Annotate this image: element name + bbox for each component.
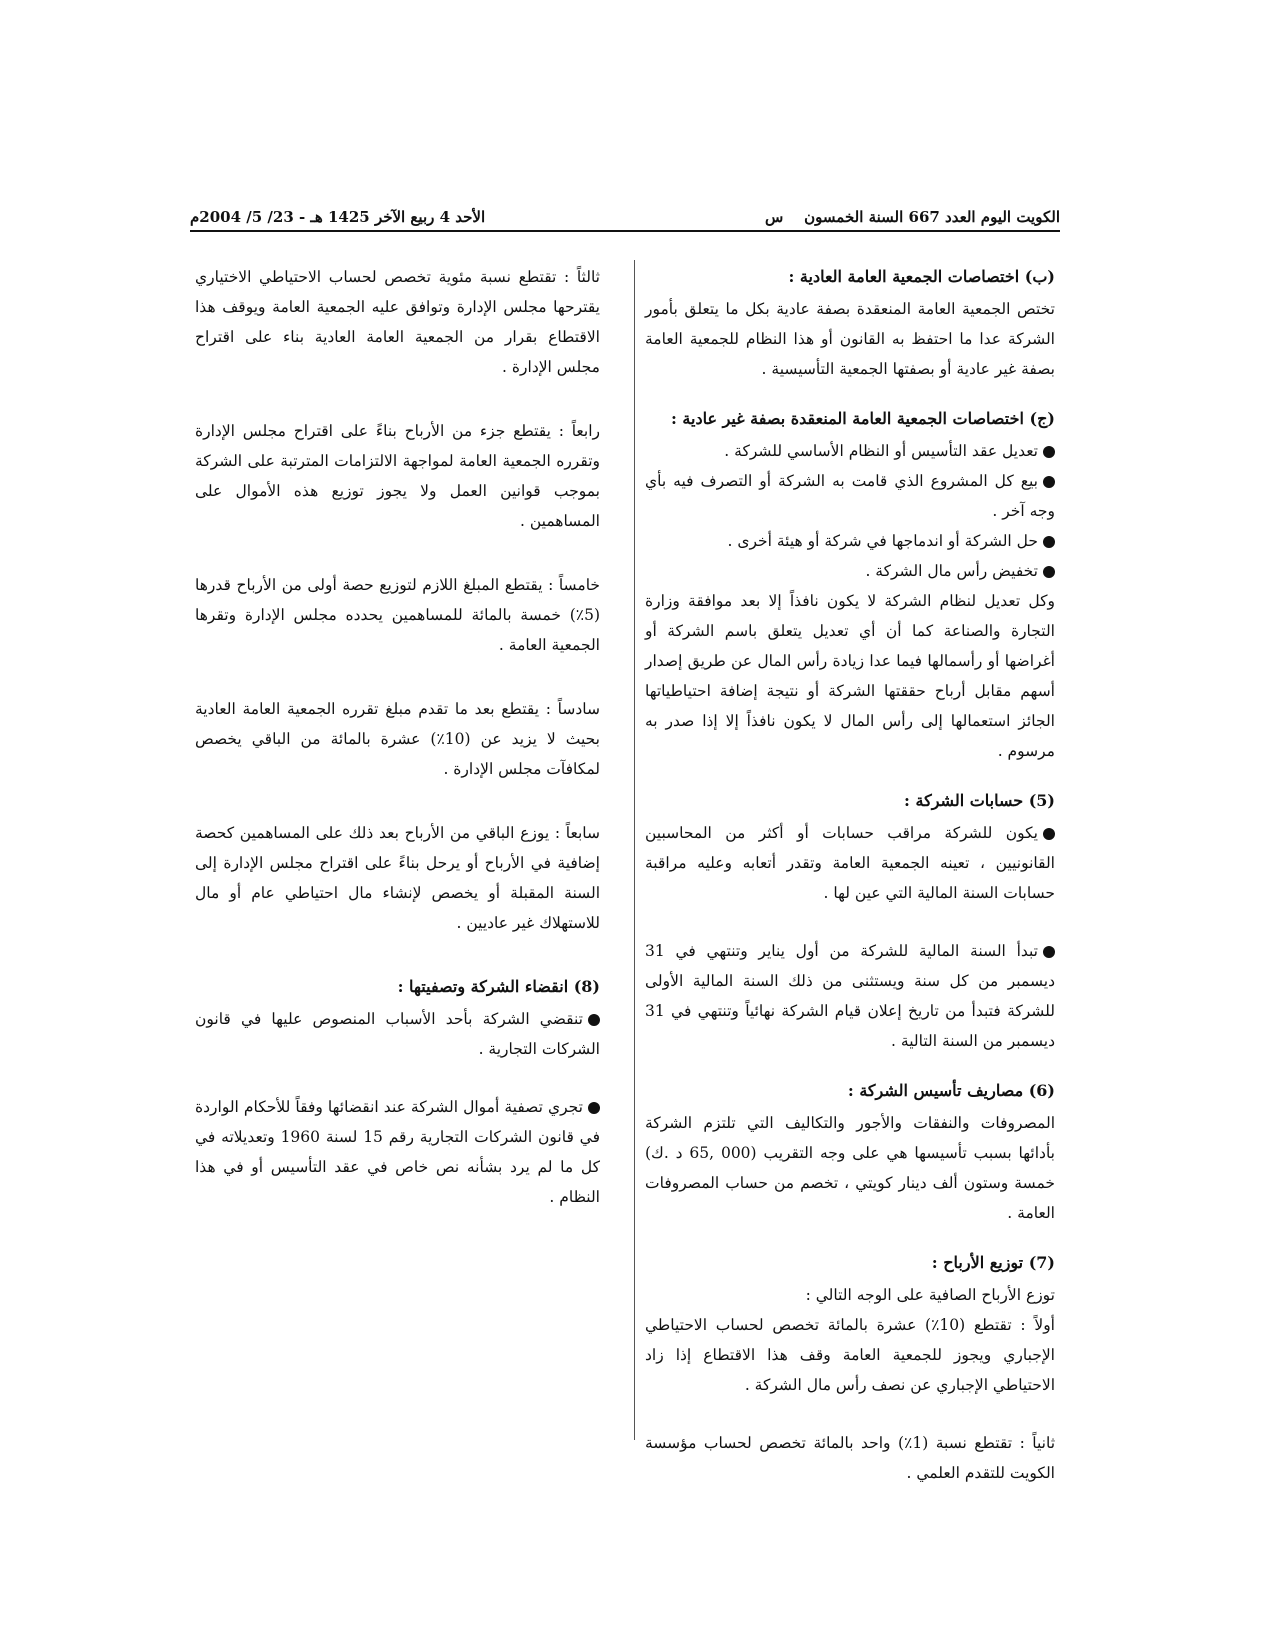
section-7-intro: توزع الأرباح الصافية على الوجه التالي : [805,1286,1055,1304]
right-column [645,262,1055,1508]
section-6-title: (6) مصاريف تأسيس الشركة : [847,1081,1055,1100]
section-8-para: تنقضي الشركة بأحد الأسباب المنصوص عليها في قانون الشركات التجارية . [195,1010,600,1058]
section-8-title: (8) انقضاء الشركة وتصفيتها : [397,977,600,996]
section-6 [645,1076,1055,1228]
header-symbol: س [764,208,784,226]
bullet-icon [1043,946,1055,958]
page-header [190,192,1060,232]
section-c-item: تعديل عقد التأسيس أو النظام الأساسي للشركة . [645,436,1055,466]
section-5-title: (5) حسابات الشركة : [904,791,1055,810]
section-6-text: المصروفات والنفقات والأجور والتكاليف التي تلتزم الشركة بأدائها بسبب تأسيسها هي على وجه التقريب (000 ,65 د .ك) خمسة وستون ألف دينار كويتي ، تخصم من حساب المصروفات العامة . [645,1114,1055,1222]
section-c-title: (ج) اختصاصات الجمعية العامة المنعقدة بصفة غير عادية : [670,409,1055,428]
section-7-para: ثانياً : تقتطع نسبة (1٪) واحد بالمائة تخصص لحساب مؤسسة الكويت للتقدم العلمي . [645,1434,1056,1482]
bullet-icon [588,1102,600,1114]
para-fourth: رابعاً : يقتطع جزء من الأرباح بناءً على اقتراح مجلس الإدارة وتقرره الجمعية العامة لمواجهة الالتزامات المترتبة على الشركة بموجب قوانين العمل ولا يجوز توزيع هذه الأموال على المساهمين . [195,422,600,530]
section-c-item: بيع كل المشروع الذي قامت به الشركة أو التصرف فيه بأي وجه آخر . [645,472,1055,520]
section-7-title: (7) توزيع الأرباح : [931,1253,1055,1272]
section-5-para: يكون للشركة مراقب حسابات أو أكثر من المحاسبين القانونيين ، تعينه الجمعية العامة وتقدر أتعابه وعليه مراقبة حسابات السنة المالية التي عين لها . [645,824,1055,902]
bullet-icon [1043,566,1055,578]
section-7 [645,1248,1055,1488]
section-8-para: تجري تصفية أموال الشركة عند انقضائها وفقاً للأحكام الواردة في قانون الشركات التجارية رقم 15 لسنة 1960 وتعديلاته في كل ما لم يرد بشأنه نص خاص في عقد التأسيس أو في هذا النظام . [195,1098,600,1206]
header-issue: الكويت اليوم العدد 667 السنة الخمسون [804,208,1060,226]
header-publication [765,208,1060,226]
section-b-text: تختص الجمعية العامة المنعقدة بصفة عادية بكل ما يتعلق بأمور الشركة عدا ما احتفظ به القانون أو هذا النظام للجمعية العامة بصفة غير عادية أو بصفتها الجمعية التأسيسية . [645,300,1055,378]
para-fifth: خامساً : يقتطع المبلغ اللازم لتوزيع حصة أولى من الأرباح قدرها (5٪) خمسة بالمائة للمساهمين يحدده مجلس الإدارة وتقرها الجمعية العامة . [195,576,600,654]
section-c-text: وكل تعديل لنظام الشركة لا يكون نافذاً إلا بعد موافقة وزارة التجارة والصناعة كما أن أي تعديل يتعلق باسم الشركة أو أغراضها أو رأسمالها فيما عدا زيادة رأس المال عن طريق إصدار أسهم مقابل أرباح حققتها الشركة أو نتيجة إضافة احتياطياتها الجائز استعمالها إلى رأس المال لا يكون نافذاً إلا إذا صدر به مرسوم . [645,592,1055,760]
section-5-para: تبدأ السنة المالية للشركة من أول يناير وتنتهي في 31 ديسمبر من كل سنة ويستثنى من ذلك السنة المالية الأولى للشركة فتبدأ من تاريخ إعلان قيام الشركة نهائياً وتنتهي في 31 ديسمبر من السنة التالية . [645,942,1055,1050]
section-7-para: أولاً : تقتطع (10٪) عشرة بالمائة تخصص لحساب الاحتياطي الإجباري ويجوز للجمعية العامة وقف هذا الاقتطاع إذا زاد الاحتياطي الإجباري عن نصف رأس مال الشركة . [645,1316,1055,1394]
bullet-icon [1043,828,1055,840]
section-b [645,262,1055,384]
column-divider [634,260,635,1440]
bullet-icon [1043,476,1055,488]
bullet-icon [1043,536,1055,548]
section-b-title: (ب) اختصاصات الجمعية العامة العادية : [788,267,1055,286]
section-c [645,404,1055,766]
header-date: الأحد 4 ربيع الآخر 1425 هـ - 23/ 5/ 2004م [190,208,486,226]
bullet-icon [1043,446,1055,458]
para-sixth: سادساً : يقتطع بعد ما تقدم مبلغ تقرره الجمعية العامة العادية بحيث لا يزيد عن (10٪) عشرة بالمائة من الباقي يخصص لمكافآت مجلس الإدارة . [195,700,600,778]
section-c-item: حل الشركة أو اندماجها في شركة أو هيئة أخرى . [645,526,1055,556]
para-seventh: سابعاً : يوزع الباقي من الأرباح بعد ذلك على المساهمين كحصة إضافية في الأرباح أو يرحل بناءً على اقتراح مجلس الإدارة إلى السنة المقبلة أو يخصص لإنشاء مال احتياطي عام أو مال للاستهلاك غير عاديين . [195,824,600,932]
para-third: ثالثاً : تقتطع نسبة مئوية تخصص لحساب الاحتياطي الاختياري يقترحها مجلس الإدارة وتوافق عليه الجمعية العامة ويوقف هذا الاقتطاع بقرار من الجمعية العامة العادية بناء على اقتراح مجلس الإدارة . [195,268,600,376]
section-5 [645,786,1055,1056]
left-column [195,262,600,1212]
bullet-icon [588,1014,600,1026]
section-c-item: تخفيض رأس مال الشركة . [645,556,1055,586]
